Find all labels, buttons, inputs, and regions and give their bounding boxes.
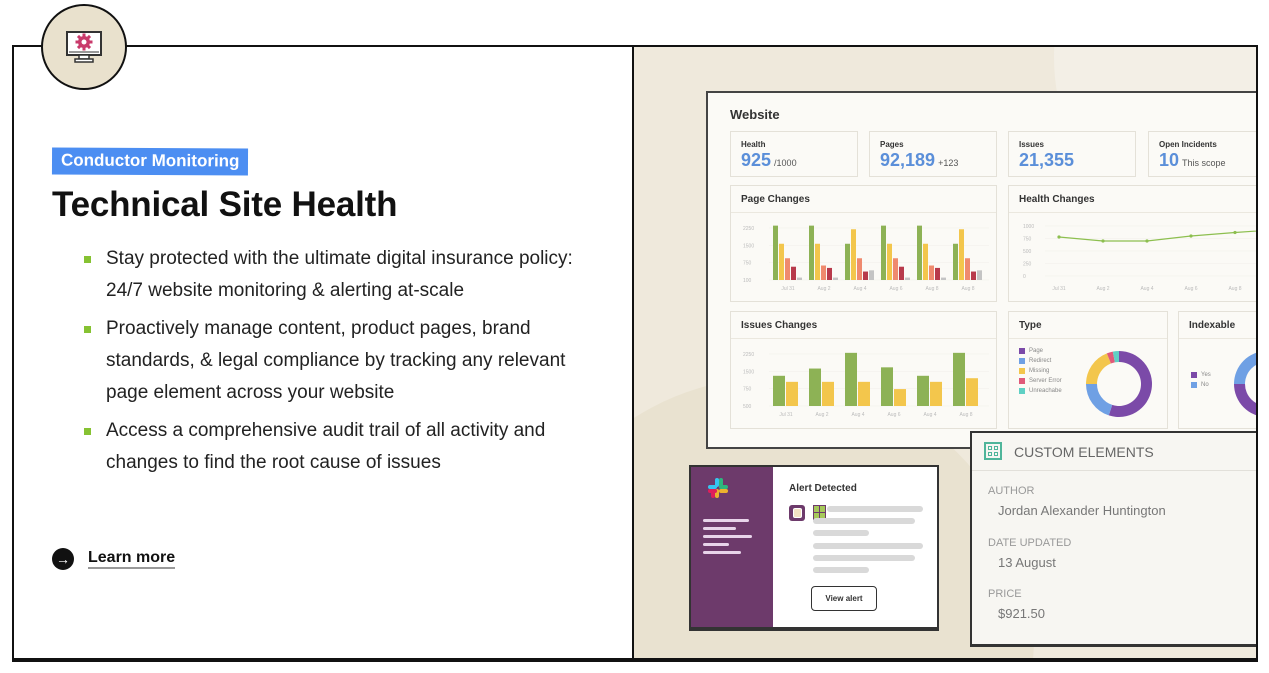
- x-tick-label: Aug 8: [961, 286, 975, 292]
- bar: [791, 267, 796, 280]
- x-tick-label: Aug 6: [1184, 286, 1198, 292]
- type-donut-chart: [1079, 342, 1165, 426]
- bar: [779, 244, 784, 280]
- feature-item: Stay protected with the ultimate digital insurance policy: 24/7 website monitoring & alerting at-scale: [84, 243, 612, 307]
- stat-card-issues: [1008, 131, 1136, 177]
- bar: [809, 369, 821, 406]
- stat-card-health: [730, 131, 858, 177]
- y-tick-label: 1000: [1023, 224, 1035, 230]
- donut-slice: [1234, 351, 1256, 384]
- x-tick-label: Aug 8: [959, 412, 973, 418]
- legend-item: [1019, 356, 1062, 366]
- page-title: Technical Site Health: [52, 185, 398, 224]
- bar: [881, 367, 893, 406]
- y-tick-label: 1500: [743, 369, 755, 376]
- panel-title: Type: [1019, 320, 1042, 331]
- legend-swatch: [1019, 348, 1025, 354]
- panel-divider: [1009, 338, 1167, 339]
- legend-label: Page: [1029, 348, 1044, 354]
- data-point: [1101, 239, 1104, 242]
- health-line: [1059, 230, 1256, 242]
- placeholder-line: [813, 555, 915, 561]
- stat-label: Open Incidents: [1159, 140, 1217, 149]
- x-tick-label: Aug 2: [1096, 286, 1110, 292]
- stat-suffix: +123: [938, 158, 959, 168]
- legend-swatch: [1191, 382, 1197, 388]
- feature-list: [52, 243, 612, 479]
- placeholder-line: [827, 506, 923, 512]
- bar: [935, 268, 940, 280]
- x-tick-label: Aug 2: [815, 412, 829, 418]
- grid-layout-icon: [984, 442, 1002, 460]
- legend-label: Unreachabe: [1029, 388, 1062, 394]
- bar: [786, 382, 798, 406]
- x-tick-label: Jul 31: [781, 286, 795, 292]
- stat-value: 92,189 +123: [880, 150, 959, 170]
- stat-value: 925 /1000: [741, 150, 797, 170]
- learn-more-row[interactable]: [52, 548, 175, 570]
- indexable-donut-chart: [1227, 342, 1256, 426]
- custom-elements-card: [970, 431, 1256, 647]
- stat-card-pages: [869, 131, 997, 177]
- x-tick-label: Aug 8: [1228, 286, 1242, 292]
- panel-divider: [731, 212, 996, 213]
- legend-label: Missing: [1029, 368, 1050, 374]
- bar: [858, 382, 870, 406]
- bar: [809, 226, 814, 280]
- y-tick-label: 2250: [743, 352, 755, 358]
- panel-title: Health Changes: [1019, 194, 1095, 205]
- y-tick-label: 750: [743, 260, 752, 267]
- x-tick-label: Aug 4: [853, 286, 867, 292]
- legend-label: Server Error: [1029, 378, 1062, 384]
- placeholder-line: [813, 518, 915, 524]
- stat-value: 10 This scope: [1159, 150, 1226, 170]
- legend-swatch: [1019, 378, 1025, 384]
- y-tick-label: 500: [743, 404, 752, 410]
- bar: [899, 267, 904, 280]
- panel-title: Page Changes: [741, 194, 810, 205]
- sidebar-line: [703, 527, 736, 530]
- bar: [887, 244, 892, 280]
- bar: [941, 278, 946, 280]
- sidebar-line: [703, 535, 752, 538]
- legend-item: [1019, 386, 1062, 396]
- author-label: AUTHOR: [988, 485, 1035, 497]
- slack-alert-window: [689, 465, 939, 631]
- donut-slice: [1086, 384, 1112, 415]
- legend-item: [1019, 346, 1062, 356]
- slack-logo-icon: [707, 477, 729, 499]
- legend-swatch: [1019, 388, 1025, 394]
- page-changes-panel: [730, 185, 997, 302]
- bar: [881, 226, 886, 280]
- legend-item: [1019, 366, 1062, 376]
- legend-label: No: [1201, 382, 1209, 388]
- bar: [797, 278, 802, 280]
- page-changes-chart: [731, 216, 996, 300]
- stat-label: Health: [741, 140, 766, 149]
- type-panel: [1008, 311, 1168, 429]
- legend-label: Yes: [1201, 372, 1211, 378]
- sidebar-line: [703, 519, 749, 522]
- stat-suffix: /1000: [774, 158, 797, 168]
- x-tick-label: Aug 2: [817, 286, 831, 292]
- issues-changes-chart: [731, 342, 996, 428]
- bar: [822, 382, 834, 406]
- placeholder-line: [813, 543, 923, 549]
- legend-swatch: [1019, 368, 1025, 374]
- bar: [821, 266, 826, 281]
- x-tick-label: Aug 6: [887, 412, 901, 418]
- bar: [929, 266, 934, 281]
- x-tick-label: Aug 4: [923, 412, 937, 418]
- bar: [953, 244, 958, 280]
- bar: [905, 278, 910, 280]
- bar: [773, 376, 785, 406]
- x-tick-label: Aug 8: [925, 286, 939, 292]
- placeholder-line: [813, 567, 869, 573]
- bar: [917, 226, 922, 280]
- issues-changes-panel: [730, 311, 997, 429]
- indexable-panel: [1178, 311, 1256, 429]
- learn-more-link[interactable]: Learn more: [88, 549, 175, 569]
- legend-swatch: [1191, 372, 1197, 378]
- bar: [893, 258, 898, 280]
- health-changes-chart: [1009, 216, 1256, 300]
- custom-elements-title: CUSTOM ELEMENTS: [1014, 444, 1154, 460]
- bar: [815, 244, 820, 280]
- bar: [857, 258, 862, 280]
- dashboard-window: [706, 91, 1256, 449]
- bar: [845, 244, 850, 280]
- arrow-right-icon[interactable]: →: [52, 548, 74, 570]
- slack-sidebar: [691, 467, 773, 627]
- intro-section: [52, 148, 612, 485]
- author-value: Jordan Alexander Huntington: [998, 503, 1166, 518]
- bar: [966, 378, 978, 406]
- stat-label: Issues: [1019, 140, 1044, 149]
- bar: [827, 268, 832, 280]
- sidebar-line: [703, 551, 741, 554]
- bar: [923, 244, 928, 280]
- y-tick-label: 0: [1023, 274, 1026, 280]
- date-updated-value: 13 August: [998, 555, 1056, 570]
- y-tick-label: 1500: [743, 243, 755, 250]
- bar: [869, 270, 874, 280]
- y-tick-label: 500: [1023, 249, 1032, 255]
- date-updated-label: DATE UPDATED: [988, 537, 1072, 549]
- alert-title: Alert Detected: [789, 483, 857, 494]
- indexable-legend: [1191, 370, 1211, 390]
- app-avatar-icon: [789, 505, 805, 521]
- data-point: [1145, 239, 1148, 242]
- x-tick-label: Aug 4: [851, 412, 865, 418]
- legend-swatch: [1019, 358, 1025, 364]
- x-tick-label: Jul 31: [1052, 286, 1066, 292]
- bar: [953, 353, 965, 406]
- y-tick-label: 750: [1023, 236, 1032, 243]
- x-tick-label: Aug 4: [1140, 286, 1154, 292]
- x-tick-label: Aug 6: [889, 286, 903, 292]
- donut-slice: [1086, 353, 1111, 384]
- feature-item: Access a comprehensive audit trail of all activity and changes to find the root cause of issues: [84, 415, 612, 479]
- placeholder-line: [813, 530, 869, 536]
- custom-elements-header: [972, 433, 1256, 471]
- y-tick-label: 250: [1023, 261, 1032, 268]
- bar: [785, 258, 790, 280]
- bar: [833, 278, 838, 280]
- data-point: [1057, 235, 1060, 238]
- bar: [959, 229, 964, 280]
- bar: [917, 376, 929, 406]
- bar: [930, 382, 942, 406]
- dashboard-title: Website: [730, 107, 780, 122]
- stat-label: Pages: [880, 140, 904, 149]
- product-tag: Conductor Monitoring: [52, 147, 249, 175]
- y-tick-label: 2250: [743, 226, 755, 232]
- bar: [971, 272, 976, 280]
- sidebar-line: [703, 543, 729, 546]
- feature-item: Proactively manage content, product pages, brand standards, & legal compliance by tracking any relevant page element across your website: [84, 313, 612, 409]
- panel-divider: [1009, 212, 1256, 213]
- x-tick-label: Jul 31: [779, 412, 793, 418]
- panel-title: Issues Changes: [741, 320, 818, 331]
- data-point: [1189, 234, 1192, 237]
- illustration-panel: [634, 47, 1256, 658]
- bar: [894, 389, 906, 406]
- legend-item: [1191, 380, 1211, 390]
- panel-title: Indexable: [1189, 320, 1236, 331]
- bar: [977, 270, 982, 280]
- monitor-gear-icon: [41, 4, 127, 90]
- legend-item: [1019, 376, 1062, 386]
- panel-divider: [1179, 338, 1256, 339]
- legend-item: [1191, 370, 1211, 380]
- bar: [773, 226, 778, 280]
- price-value: $921.50: [998, 606, 1045, 621]
- bar: [965, 258, 970, 280]
- price-label: PRICE: [988, 588, 1022, 600]
- y-tick-label: 100: [743, 278, 752, 284]
- panel-divider: [731, 338, 996, 339]
- stat-suffix: This scope: [1182, 158, 1226, 168]
- stat-card-incidents: [1148, 131, 1256, 177]
- health-changes-panel: [1008, 185, 1256, 302]
- data-point: [1233, 231, 1236, 234]
- bar: [845, 353, 857, 406]
- view-alert-button[interactable]: View alert: [811, 586, 877, 611]
- type-legend: [1019, 346, 1062, 396]
- stat-value: 21,355: [1019, 150, 1075, 170]
- legend-label: Redirect: [1029, 358, 1052, 364]
- bar: [863, 272, 868, 280]
- y-tick-label: 750: [743, 386, 752, 393]
- bar: [851, 229, 856, 280]
